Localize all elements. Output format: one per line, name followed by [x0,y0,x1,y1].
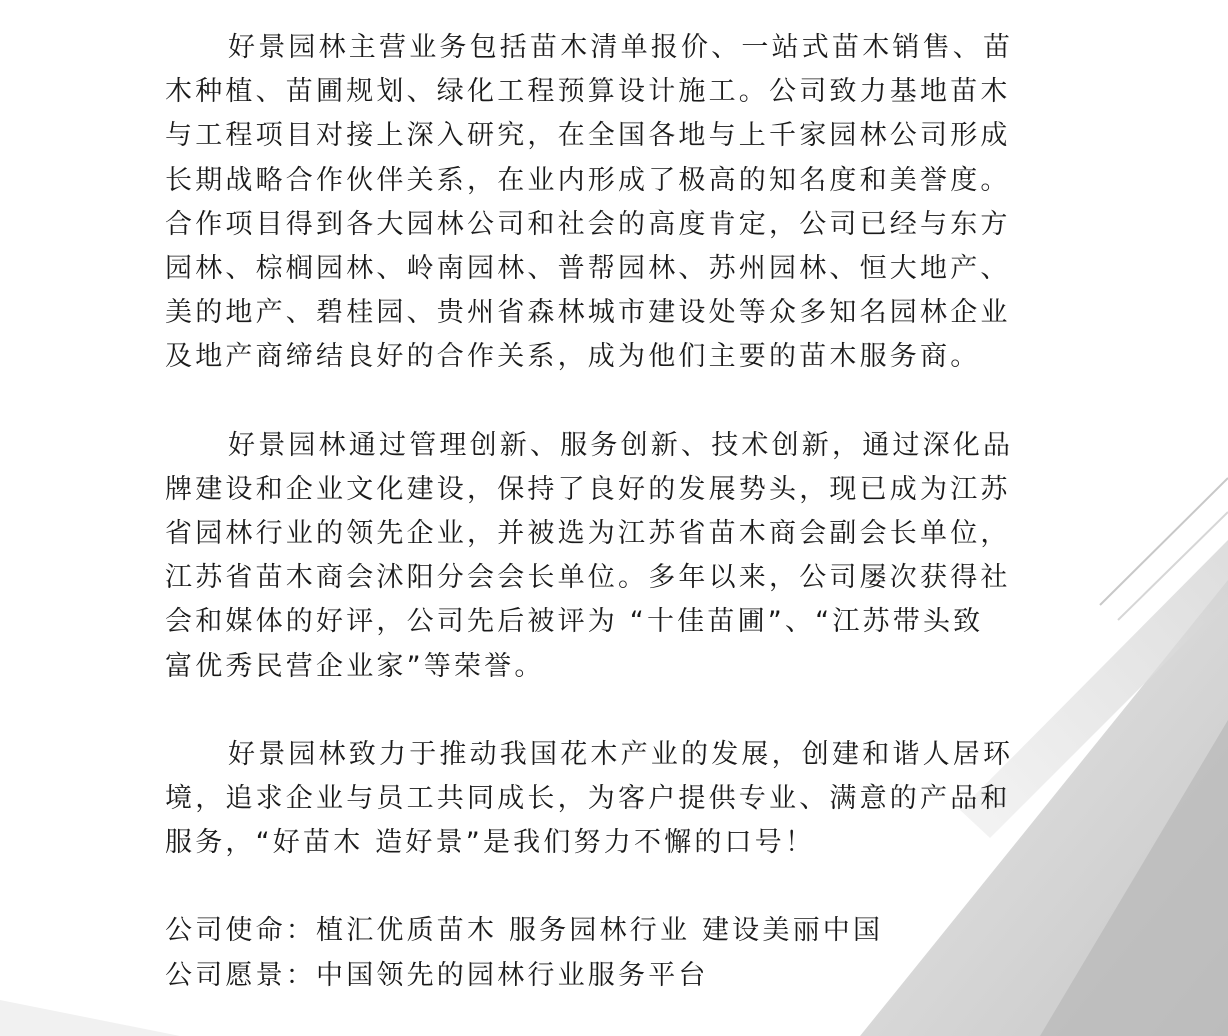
company-intro [165,26,1065,998]
paragraph-development: 好景园林通过管理创新、服务创新、技术创新，通过深化品 牌建设和企业文化建设，保持了良好的发展势头，现已成为江苏 省园林行业的领先企业，并被选为江苏省苗木商会副会长单位， 江苏省苗木商会沭阳分会会长单位。多年以来，公司屡次获得社 会和媒体的好评，公司先后被评为 “十佳苗圃”、“江苏带头致 富优秀民营企业家”等荣誉。 [165,429,1014,682]
mission-value: 植汇优质苗木 服务园林行业 建设美丽中国 [316,915,884,947]
paragraph-commitment: 好景园林致力于推动我国花木产业的发展，创建和谐人居环 境，追求企业与员工共同成长，为客户提供专业、满意的产品和 服务，“好苗木 造好景”是我们努力不懈的口号！ [165,738,1014,859]
company-statements [165,909,1065,997]
mission-statement [165,909,1065,953]
vision-statement [165,954,1065,998]
paragraph-business: 好景园林主营业务包括苗木清单报价、一站式苗木销售、苗 木种植、苗圃规划、绿化工程预算设计施工。公司致力基地苗木 与工程项目对接上深入研究，在全国各地与上千家园林公司形成 长期战略合作伙伴关系，在业内形成了极高的知名度和美誉度。 合作项目得到各大园林公司和社会的高度肯定，公司已经与东方 园林、棕榈园林、岭南园林、普帮园林、苏州园林、恒大地产、 美的地产、碧桂园、贵州省森林城市建设处等众多知名园林企业 及地产商缔结良好的合作关系，成为他们主要的苗木服务商。 [165,32,1014,373]
vision-value: 中国领先的园林行业服务平台 [316,959,709,991]
decor-lower-left-shade [0,1000,180,1036]
mission-label: 公司使命： [165,915,316,947]
vision-label: 公司愿景： [165,959,316,991]
